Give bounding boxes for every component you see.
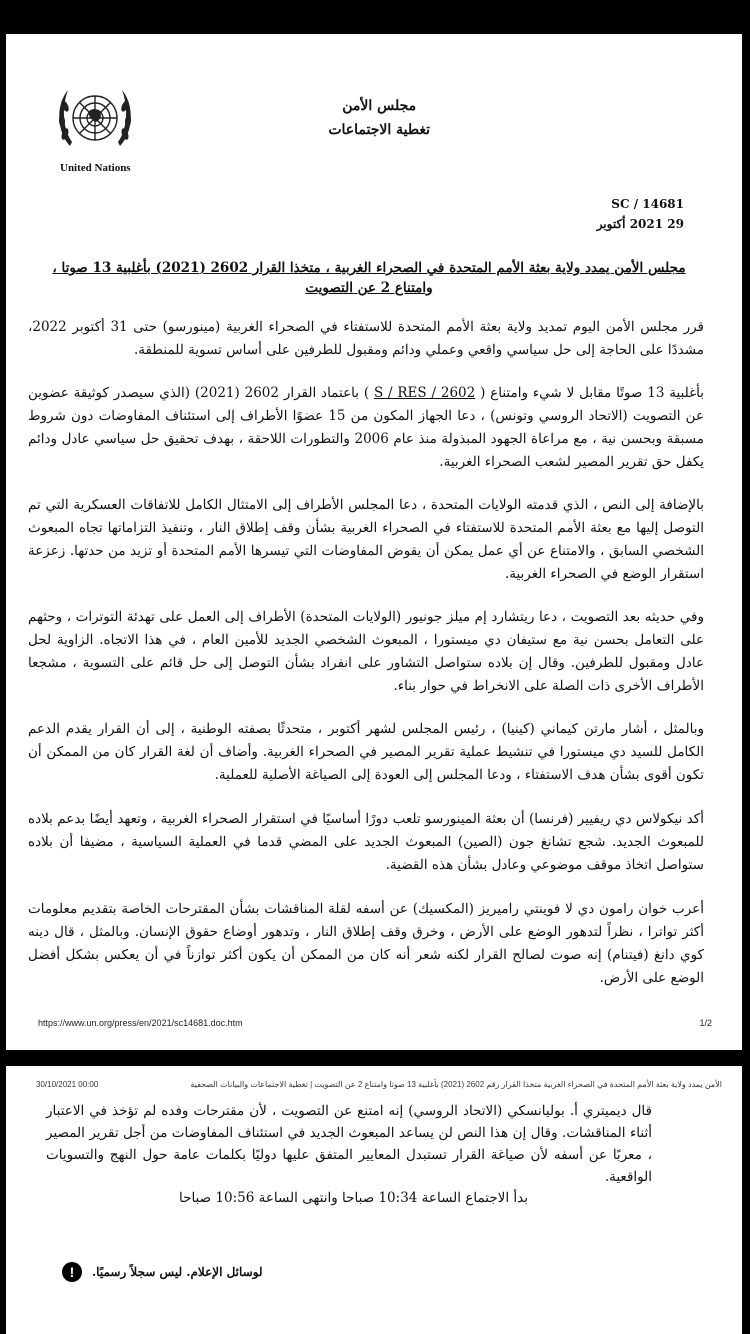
media-notice-text: لوسائل الإعلام. ليس سجلاً رسميًا.: [92, 1265, 263, 1279]
document-reference: [597, 194, 684, 234]
paragraph-1: قرر مجلس الأمن اليوم تمديد ولاية بعثة الأمم المتحدة للاستفتاء في الصحراء الغربية (مينورسو) حتى 31 أكتوبر 2022، مشددًا على الحاجة إلى حل سياسي واقعي وعملي ودائم ومقبول للطرفين على أساس تسوية للمنطقة.: [28, 319, 705, 358]
footer-url[interactable]: https://www.un.org/press/en/2021/sc14681.doc.htm: [38, 1018, 243, 1028]
resolution-link[interactable]: S / RES / 2602: [373, 385, 476, 401]
document-date: 29 2021 أكتوبر: [596, 217, 684, 231]
running-title: الأمن يمدد ولاية بعثة الأمم المتحدة في الصحراء الغربية متخذا القرار رقم 2602 (2021) بأغلبية 13 صوتا وامتناع 2 عن التصويت | تغطية الاجتماعات والبيانات الصحفية: [190, 1080, 722, 1089]
paragraph-8: قال ديميتري أ. بوليانسكي (الاتحاد الروسي) إنه امتنع عن التصويت ، لأن مقترحات وفده لم تؤخذ في الاعتبار أثناء المناقشات. وقال إن هذا النص لن يساعد المبعوث الجديد في استئناف المفاوضات من أجل تقرير المصير ، معربًا عن أسفه لأن صياغة القرار تستبدل المعايير المتفق عليها دوليًا بكلمات عامة حول النهج والتسويات الواقعية.: [46, 1103, 652, 1185]
council-title: مجلس الأمن: [342, 98, 417, 114]
paragraph-5: وبالمثل ، أشار مارتن كيماني (كينيا) ، رئيس المجلس لشهر أكتوبر ، متحدثًا بصفته الوطنية ، إلى أن القرار يقدم الدعم الكامل للسيد دي ميستورا في تنشيط عملية تقرير المصير في الصحراء الغربية. وأضاف أن لغة القرار كان من الممكن أن تكون أقوى بشأن هدف الاستفتاء ، ودعا المجلس إلى العودة إلى الصياغة الأصلية للعملية.: [28, 721, 704, 783]
meeting-times: بدأ الاجتماع الساعة 10:34 صباحا وانتهى الساعة 10:56 صباحا: [178, 1190, 528, 1206]
paragraph-6: أكد نيكولاس دي ريفيير (فرنسا) أن بعثة المينورسو تلعب دورًا أساسيًا في استقرار الصحراء الغربية ، وتعهد أيضًا بدعم بلاده للمبعوث الجديد. شجع تشانغ جون (الصين) المبعوث الجديد على المضي قدما في العملية السياسية ، مضيفا أن بلاده ستواصل اتخاذ موقف موضوعي وعادل بشأن هذه القضية.: [28, 811, 704, 873]
paragraph-3: بالإضافة إلى النص ، الذي قدمته الولايات المتحدة ، دعا المجلس الأطراف إلى الامتثال الكامل للاتفاقات العسكرية التي تم التوصل إليها مع بعثة الأمم المتحدة للاستفتاء في الصحراء الغربية بشأن وقف إطلاق النار ، وتنفيذ التزاماتها تجاه المبعوث الشخصي السابق ، والامتناع عن أي عمل يمكن أن يقوض المفاوضات التي تيسرها الأمم المتحدة أو تزيد من حدتها. زعزعة استقرار الوضع في الصحراء الغربية.: [28, 497, 704, 582]
paragraph-2-intro: بأغلبية 13 صوتًا مقابل لا شيء وامتناع (: [480, 385, 705, 401]
exclamation-icon: !: [62, 1262, 82, 1282]
org-label: United Nations: [60, 162, 131, 174]
document-page-1: [6, 34, 742, 1050]
masthead: [328, 94, 430, 142]
paragraph-7: أعرب خوان رامون دي لا فوينتي راميريز (المكسيك) عن أسفه لقلة المناقشات بشأن المقترحات الخاصة بتقديم معلومات أكثر تواترا ، نظراً لتدهور الوضع على الأرض ، وخرق وقف إطلاق النار ، وتدهور أوضاع حقوق الإنسان. وبالمثل ، قال دينه كوي دانغ (فيتنام) إنه صوت لصالح القرار لكنه شعر أنه كان من الممكن أن يكون أكثر توازناً في أن يعكس بشكل أفضل الوضع على الأرض.: [28, 901, 704, 986]
media-notice: [62, 1262, 263, 1282]
page-number: 1/2: [699, 1018, 712, 1028]
print-date: 30/10/2021 00:00: [36, 1080, 99, 1089]
paragraph-2: [28, 382, 704, 474]
document-number: SC / 14681: [611, 197, 684, 211]
paragraph-2-body: ) باعتماد القرار 2602 (2021) (الذي سيصدر كوثيقة عضوين عن التصويت (الاتحاد الروسي وتونس) ، دعا الجهاز المكون من 15 عضوًا الأطراف إلى استئناف المفاوضات دون شروط مسبقة وبحسن نية ، مع مراعاة الجهود المبذولة منذ عام 2006 والتطورات اللاحقة ، بهدف تحقيق حل سياسي عادل ودائم يكفل حق تقرير المصير لشعب الصحراء الغربية.: [28, 385, 704, 470]
un-emblem-icon: [50, 76, 140, 166]
paragraph-4: وفي حديثه بعد التصويت ، دعا ريتشارد إم ميلز جونيور (الولايات المتحدة) الأطراف إلى العمل على تهدئة التوترات ، وحثهم على التعامل بحسن نية مع ستيفان دي ميستورا ، المبعوث الشخصي الجديد للأمين العام ، في هذا الاتجاه. الزاوية لحل عادل ومقبول للطرفين. وقال إن بلاده ستواصل التشاور على انفراد بشأن التوصل إلى حل قائم على التسوية ، مشجعا الأطراف الأخرى ذات الصلة على الانخراط في حوار بناء.: [28, 609, 704, 694]
headline: مجلس الأمن يمدد ولاية بعثة الأمم المتحدة في الصحراء الغربية ، متخذا القرار 2602 (2021) بأغلبية 13 صوتا ، وامتناع 2 عن التصويت: [52, 260, 686, 296]
coverage-title: تغطية الاجتماعات: [328, 122, 430, 138]
document-page-2: [6, 1066, 742, 1334]
